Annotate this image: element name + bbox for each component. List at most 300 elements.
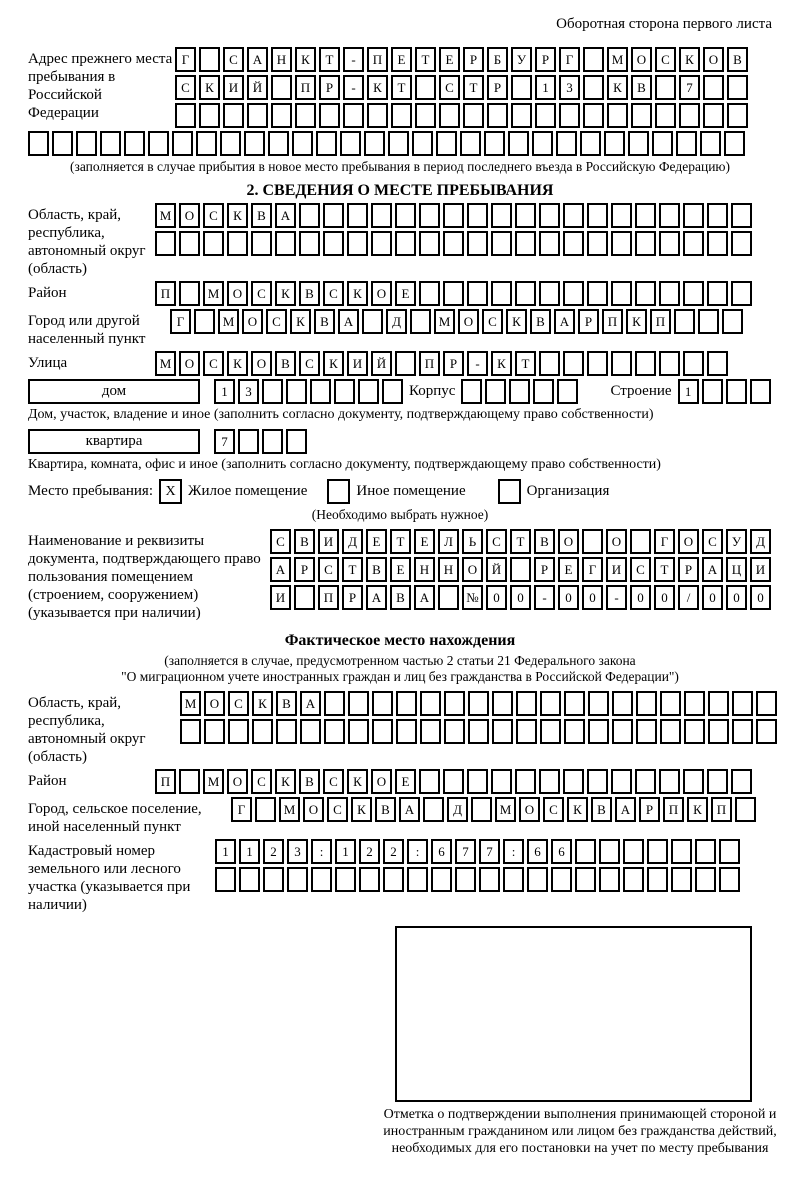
form-cell[interactable]	[431, 867, 452, 892]
form-cell[interactable]: Т	[654, 557, 675, 582]
form-cell[interactable]: Й	[247, 75, 268, 100]
form-cell[interactable]: В	[366, 557, 387, 582]
form-cell[interactable]	[491, 203, 512, 228]
form-cell[interactable]	[420, 719, 441, 744]
form-cell[interactable]	[508, 131, 529, 156]
form-cell[interactable]: 1	[215, 839, 236, 864]
form-cell[interactable]	[179, 231, 200, 256]
form-cell[interactable]: К	[567, 797, 588, 822]
form-cell[interactable]	[684, 691, 705, 716]
form-cell[interactable]	[511, 103, 532, 128]
form-cell[interactable]: О	[631, 47, 652, 72]
form-cell[interactable]: К	[323, 351, 344, 376]
form-cell[interactable]	[612, 719, 633, 744]
form-cell[interactable]	[460, 131, 481, 156]
form-cell[interactable]: К	[367, 75, 388, 100]
form-cell[interactable]	[515, 203, 536, 228]
form-cell[interactable]	[148, 131, 169, 156]
form-cell[interactable]: Р	[487, 75, 508, 100]
form-cell[interactable]	[228, 719, 249, 744]
form-cell[interactable]: Р	[578, 309, 599, 334]
form-cell[interactable]	[684, 719, 705, 744]
form-cell[interactable]	[491, 231, 512, 256]
form-cell[interactable]: М	[180, 691, 201, 716]
form-cell[interactable]	[509, 379, 530, 404]
form-cell[interactable]: В	[390, 585, 411, 610]
form-cell[interactable]	[674, 309, 695, 334]
form-cell[interactable]	[636, 719, 657, 744]
form-cell[interactable]: К	[275, 281, 296, 306]
form-cell[interactable]	[580, 131, 601, 156]
form-cell[interactable]: О	[606, 529, 627, 554]
form-cell[interactable]	[487, 103, 508, 128]
form-cell[interactable]: Т	[342, 557, 363, 582]
form-cell[interactable]	[652, 131, 673, 156]
form-cell[interactable]	[271, 103, 292, 128]
form-cell[interactable]: В	[534, 529, 555, 554]
form-cell[interactable]: В	[275, 351, 296, 376]
form-cell[interactable]: С	[223, 47, 244, 72]
form-cell[interactable]	[263, 867, 284, 892]
form-cell[interactable]: А	[275, 203, 296, 228]
form-cell[interactable]	[540, 691, 561, 716]
form-cell[interactable]	[635, 351, 656, 376]
form-cell[interactable]: П	[155, 769, 176, 794]
form-cell[interactable]	[611, 769, 632, 794]
form-cell[interactable]	[395, 351, 416, 376]
form-cell[interactable]: О	[227, 281, 248, 306]
form-cell[interactable]: В	[276, 691, 297, 716]
form-cell[interactable]: С	[702, 529, 723, 554]
form-cell[interactable]: К	[227, 203, 248, 228]
form-cell[interactable]	[247, 103, 268, 128]
form-cell[interactable]	[271, 75, 292, 100]
form-cell[interactable]: К	[351, 797, 372, 822]
form-cell[interactable]: Д	[386, 309, 407, 334]
form-cell[interactable]	[587, 281, 608, 306]
form-cell[interactable]	[539, 281, 560, 306]
form-cell[interactable]	[635, 281, 656, 306]
form-cell[interactable]: Т	[463, 75, 484, 100]
form-cell[interactable]: О	[303, 797, 324, 822]
form-cell[interactable]	[455, 867, 476, 892]
form-cell[interactable]	[707, 281, 728, 306]
form-cell[interactable]: С	[251, 281, 272, 306]
form-cell[interactable]: Т	[391, 75, 412, 100]
form-cell[interactable]	[415, 75, 436, 100]
form-cell[interactable]: О	[242, 309, 263, 334]
form-cell[interactable]	[371, 203, 392, 228]
form-cell[interactable]: 1	[535, 75, 556, 100]
form-cell[interactable]: С	[251, 769, 272, 794]
form-cell[interactable]	[582, 529, 603, 554]
form-cell[interactable]: 6	[551, 839, 572, 864]
form-cell[interactable]: П	[711, 797, 732, 822]
form-cell[interactable]	[383, 867, 404, 892]
form-cell[interactable]: П	[663, 797, 684, 822]
form-cell[interactable]: Н	[438, 557, 459, 582]
form-cell[interactable]	[262, 379, 283, 404]
form-cell[interactable]	[722, 309, 743, 334]
form-cell[interactable]: В	[299, 769, 320, 794]
form-cell[interactable]	[444, 691, 465, 716]
form-cell[interactable]	[564, 691, 585, 716]
form-cell[interactable]	[731, 203, 752, 228]
form-cell[interactable]	[268, 131, 289, 156]
form-cell[interactable]	[659, 231, 680, 256]
form-cell[interactable]: Т	[510, 529, 531, 554]
form-cell[interactable]: 0	[510, 585, 531, 610]
form-cell[interactable]	[659, 769, 680, 794]
form-cell[interactable]	[679, 103, 700, 128]
form-cell[interactable]	[407, 867, 428, 892]
form-cell[interactable]	[676, 131, 697, 156]
form-cell[interactable]: А	[300, 691, 321, 716]
form-cell[interactable]: 0	[558, 585, 579, 610]
form-cell[interactable]: Р	[294, 557, 315, 582]
form-cell[interactable]: Р	[319, 75, 340, 100]
form-cell[interactable]: В	[631, 75, 652, 100]
form-cell[interactable]: О	[703, 47, 724, 72]
form-cell[interactable]: У	[726, 529, 747, 554]
form-cell[interactable]: -	[343, 75, 364, 100]
form-cell[interactable]: О	[227, 769, 248, 794]
form-cell[interactable]	[396, 719, 417, 744]
form-cell[interactable]	[252, 719, 273, 744]
form-cell[interactable]: -	[606, 585, 627, 610]
form-cell[interactable]: К	[295, 47, 316, 72]
form-cell[interactable]: С	[630, 557, 651, 582]
form-cell[interactable]: С	[175, 75, 196, 100]
form-cell[interactable]: К	[252, 691, 273, 716]
form-cell[interactable]	[631, 103, 652, 128]
form-cell[interactable]: А	[554, 309, 575, 334]
form-cell[interactable]: С	[203, 351, 224, 376]
form-cell[interactable]: К	[607, 75, 628, 100]
form-cell[interactable]	[583, 75, 604, 100]
form-cell[interactable]	[556, 131, 577, 156]
form-cell[interactable]	[683, 351, 704, 376]
form-cell[interactable]	[698, 309, 719, 334]
form-cell[interactable]	[204, 719, 225, 744]
form-cell[interactable]	[467, 769, 488, 794]
form-cell[interactable]	[599, 867, 620, 892]
form-cell[interactable]: С	[270, 529, 291, 554]
form-cell[interactable]	[724, 131, 745, 156]
form-cell[interactable]	[636, 691, 657, 716]
form-cell[interactable]	[412, 131, 433, 156]
form-cell[interactable]	[503, 867, 524, 892]
form-cell[interactable]	[155, 231, 176, 256]
form-cell[interactable]: -	[343, 47, 364, 72]
form-cell[interactable]	[532, 131, 553, 156]
form-cell[interactable]	[292, 131, 313, 156]
form-cell[interactable]	[410, 309, 431, 334]
form-cell[interactable]	[683, 281, 704, 306]
form-cell[interactable]	[485, 379, 506, 404]
form-cell[interactable]: 7	[679, 75, 700, 100]
form-cell[interactable]: 7	[214, 429, 235, 454]
form-cell[interactable]	[671, 867, 692, 892]
form-cell[interactable]	[348, 719, 369, 744]
form-cell[interactable]	[492, 719, 513, 744]
form-cell[interactable]	[439, 103, 460, 128]
form-cell[interactable]	[319, 103, 340, 128]
form-cell[interactable]	[671, 839, 692, 864]
form-cell[interactable]: 3	[238, 379, 259, 404]
form-cell[interactable]	[695, 839, 716, 864]
form-cell[interactable]: О	[462, 557, 483, 582]
form-cell[interactable]	[443, 231, 464, 256]
form-cell[interactable]	[294, 585, 315, 610]
form-cell[interactable]	[563, 231, 584, 256]
form-cell[interactable]	[703, 75, 724, 100]
form-cell[interactable]	[299, 231, 320, 256]
form-cell[interactable]	[419, 281, 440, 306]
form-cell[interactable]: М	[218, 309, 239, 334]
form-cell[interactable]	[707, 351, 728, 376]
form-cell[interactable]: Е	[558, 557, 579, 582]
form-cell[interactable]	[516, 691, 537, 716]
form-cell[interactable]: С	[439, 75, 460, 100]
form-cell[interactable]	[683, 769, 704, 794]
form-cell[interactable]	[286, 429, 307, 454]
form-cell[interactable]: М	[155, 203, 176, 228]
form-cell[interactable]	[719, 839, 740, 864]
form-cell[interactable]	[750, 379, 771, 404]
form-cell[interactable]	[587, 203, 608, 228]
form-cell[interactable]: 7	[455, 839, 476, 864]
form-cell[interactable]	[419, 769, 440, 794]
form-cell[interactable]: Т	[515, 351, 536, 376]
form-cell[interactable]	[623, 867, 644, 892]
form-cell[interactable]: П	[419, 351, 440, 376]
form-cell[interactable]: И	[318, 529, 339, 554]
form-cell[interactable]	[463, 103, 484, 128]
form-cell[interactable]	[660, 719, 681, 744]
form-cell[interactable]: В	[591, 797, 612, 822]
form-cell[interactable]	[415, 103, 436, 128]
form-cell[interactable]	[731, 769, 752, 794]
form-cell[interactable]: Г	[170, 309, 191, 334]
form-cell[interactable]	[559, 103, 580, 128]
form-cell[interactable]: И	[750, 557, 771, 582]
form-cell[interactable]: Б	[487, 47, 508, 72]
form-cell[interactable]: 6	[527, 839, 548, 864]
form-cell[interactable]	[179, 281, 200, 306]
form-cell[interactable]: М	[203, 281, 224, 306]
form-cell[interactable]	[527, 867, 548, 892]
form-cell[interactable]	[388, 131, 409, 156]
form-cell[interactable]: :	[503, 839, 524, 864]
form-cell[interactable]	[223, 103, 244, 128]
form-cell[interactable]	[708, 691, 729, 716]
form-cell[interactable]: 2	[263, 839, 284, 864]
form-cell[interactable]	[244, 131, 265, 156]
form-cell[interactable]: В	[530, 309, 551, 334]
form-cell[interactable]: П	[318, 585, 339, 610]
form-cell[interactable]	[700, 131, 721, 156]
form-cell[interactable]	[510, 557, 531, 582]
form-cell[interactable]: :	[311, 839, 332, 864]
form-cell[interactable]: К	[290, 309, 311, 334]
form-cell[interactable]	[423, 797, 444, 822]
form-cell[interactable]: П	[650, 309, 671, 334]
form-cell[interactable]: Р	[534, 557, 555, 582]
form-cell[interactable]: -	[467, 351, 488, 376]
form-cell[interactable]: К	[491, 351, 512, 376]
form-cell[interactable]: 2	[359, 839, 380, 864]
form-cell[interactable]	[563, 769, 584, 794]
form-cell[interactable]: О	[251, 351, 272, 376]
form-cell[interactable]: И	[270, 585, 291, 610]
form-cell[interactable]: 0	[702, 585, 723, 610]
form-cell[interactable]: 0	[750, 585, 771, 610]
form-cell[interactable]	[28, 131, 49, 156]
form-cell[interactable]: 3	[287, 839, 308, 864]
form-cell[interactable]: Г	[231, 797, 252, 822]
form-cell[interactable]: 0	[630, 585, 651, 610]
form-cell[interactable]: А	[702, 557, 723, 582]
form-cell[interactable]	[628, 131, 649, 156]
form-cell[interactable]	[300, 719, 321, 744]
form-cell[interactable]: К	[679, 47, 700, 72]
form-cell[interactable]: Е	[439, 47, 460, 72]
form-cell[interactable]	[251, 231, 272, 256]
form-cell[interactable]: А	[615, 797, 636, 822]
form-cell[interactable]	[364, 131, 385, 156]
form-cell[interactable]	[372, 691, 393, 716]
form-cell[interactable]: А	[399, 797, 420, 822]
form-cell[interactable]: К	[347, 769, 368, 794]
form-cell[interactable]: И	[606, 557, 627, 582]
form-cell[interactable]	[484, 131, 505, 156]
form-cell[interactable]: Д	[342, 529, 363, 554]
form-cell[interactable]	[683, 203, 704, 228]
form-cell[interactable]: С	[482, 309, 503, 334]
form-cell[interactable]: Е	[395, 769, 416, 794]
form-cell[interactable]	[199, 47, 220, 72]
form-cell[interactable]: Р	[639, 797, 660, 822]
form-cell[interactable]	[659, 203, 680, 228]
form-cell[interactable]: Р	[443, 351, 464, 376]
form-cell[interactable]: 6	[431, 839, 452, 864]
form-cell[interactable]	[587, 231, 608, 256]
form-cell[interactable]	[443, 281, 464, 306]
form-cell[interactable]: К	[626, 309, 647, 334]
form-cell[interactable]	[564, 719, 585, 744]
form-cell[interactable]: 1	[214, 379, 235, 404]
form-cell[interactable]	[479, 867, 500, 892]
form-cell[interactable]	[76, 131, 97, 156]
form-cell[interactable]: О	[371, 281, 392, 306]
form-cell[interactable]: Ц	[726, 557, 747, 582]
form-cell[interactable]	[588, 691, 609, 716]
form-cell[interactable]: П	[295, 75, 316, 100]
form-cell[interactable]	[563, 203, 584, 228]
form-cell[interactable]	[238, 429, 259, 454]
form-cell[interactable]: А	[270, 557, 291, 582]
form-cell[interactable]	[199, 103, 220, 128]
form-cell[interactable]: О	[371, 769, 392, 794]
form-cell[interactable]	[179, 769, 200, 794]
form-cell[interactable]: М	[607, 47, 628, 72]
form-cell[interactable]	[659, 351, 680, 376]
form-cell[interactable]	[286, 379, 307, 404]
form-cell[interactable]	[557, 379, 578, 404]
form-cell[interactable]	[659, 281, 680, 306]
form-cell[interactable]	[515, 281, 536, 306]
form-cell[interactable]: Е	[414, 529, 435, 554]
form-cell[interactable]: У	[511, 47, 532, 72]
form-cell[interactable]	[587, 351, 608, 376]
form-cell[interactable]: Р	[342, 585, 363, 610]
form-cell[interactable]	[255, 797, 276, 822]
form-cell[interactable]	[311, 867, 332, 892]
form-cell[interactable]	[611, 231, 632, 256]
form-cell[interactable]	[334, 379, 355, 404]
form-cell[interactable]: С	[323, 769, 344, 794]
form-cell[interactable]	[732, 719, 753, 744]
form-cell[interactable]	[443, 203, 464, 228]
form-cell[interactable]	[732, 691, 753, 716]
form-cell[interactable]: Т	[390, 529, 411, 554]
form-cell[interactable]	[347, 231, 368, 256]
form-cell[interactable]	[100, 131, 121, 156]
form-cell[interactable]: С	[327, 797, 348, 822]
form-cell[interactable]	[220, 131, 241, 156]
form-cell[interactable]	[420, 691, 441, 716]
form-cell[interactable]: Е	[395, 281, 416, 306]
form-cell[interactable]	[343, 103, 364, 128]
form-cell[interactable]: Т	[319, 47, 340, 72]
checkbox-zhiloe[interactable]: X	[159, 479, 182, 504]
form-cell[interactable]: Р	[678, 557, 699, 582]
form-cell[interactable]	[583, 103, 604, 128]
form-cell[interactable]: М	[155, 351, 176, 376]
form-cell[interactable]: А	[366, 585, 387, 610]
form-cell[interactable]	[419, 231, 440, 256]
form-cell[interactable]: В	[299, 281, 320, 306]
form-cell[interactable]	[540, 719, 561, 744]
checkbox-organizaciya[interactable]	[498, 479, 521, 504]
form-cell[interactable]	[623, 839, 644, 864]
form-cell[interactable]: К	[687, 797, 708, 822]
form-cell[interactable]: Е	[390, 557, 411, 582]
form-cell[interactable]	[611, 281, 632, 306]
form-cell[interactable]: Е	[366, 529, 387, 554]
form-cell[interactable]	[287, 867, 308, 892]
form-cell[interactable]	[347, 203, 368, 228]
form-cell[interactable]	[358, 379, 379, 404]
form-cell[interactable]	[655, 103, 676, 128]
form-cell[interactable]	[275, 231, 296, 256]
form-cell[interactable]: Г	[582, 557, 603, 582]
form-cell[interactable]: А	[338, 309, 359, 334]
form-cell[interactable]: С	[228, 691, 249, 716]
form-cell[interactable]	[702, 379, 723, 404]
form-cell[interactable]	[604, 131, 625, 156]
form-cell[interactable]: Г	[559, 47, 580, 72]
form-cell[interactable]	[756, 719, 777, 744]
form-cell[interactable]	[348, 691, 369, 716]
form-cell[interactable]	[683, 231, 704, 256]
form-cell[interactable]	[539, 203, 560, 228]
form-cell[interactable]	[335, 867, 356, 892]
form-cell[interactable]	[310, 379, 331, 404]
form-cell[interactable]	[468, 691, 489, 716]
form-cell[interactable]: Е	[391, 47, 412, 72]
